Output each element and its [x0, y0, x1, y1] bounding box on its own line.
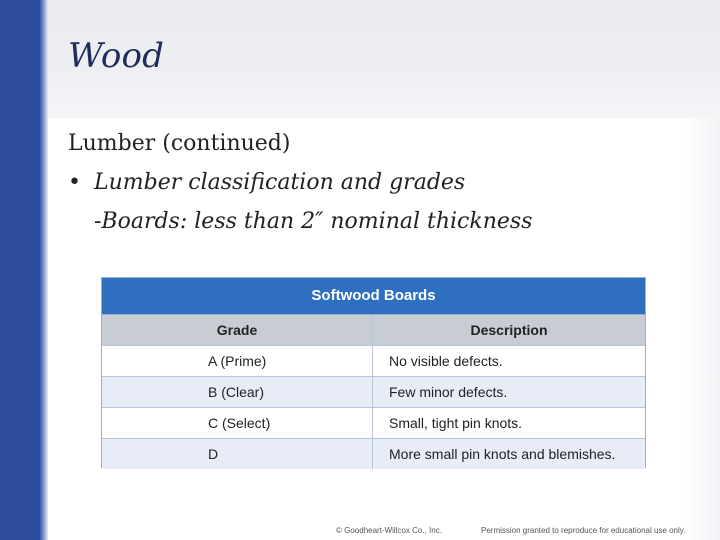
table-row: [102, 407, 645, 438]
grade-cell: A (Prime): [102, 346, 373, 376]
header-grade: Grade: [102, 315, 373, 345]
right-edge-shade: [684, 118, 720, 540]
slide-body: [68, 124, 678, 241]
slide-title: Wood: [68, 36, 165, 76]
bullet-text: Lumber classification and grades: [94, 170, 466, 195]
bullet-item: [68, 163, 678, 202]
grade-cell: B (Clear): [102, 377, 373, 407]
table-row: [102, 376, 645, 407]
table-header-row: [102, 314, 645, 345]
description-cell: No visible defects.: [389, 353, 503, 369]
softwood-boards-table: [101, 277, 646, 468]
description-cell: Few minor defects.: [389, 384, 508, 400]
table-row: [102, 345, 645, 376]
subtitle-line: Lumber (continued): [68, 131, 291, 156]
header-description: Description: [470, 322, 548, 338]
bullet-icon: •: [68, 170, 81, 195]
grade-cell: D: [102, 439, 373, 469]
grade-cell: C (Select): [102, 408, 373, 438]
description-cell: More small pin knots and blemishes.: [389, 446, 616, 462]
table-title: Softwood Boards: [102, 278, 645, 314]
sub-bullet-text: -Boards: less than 2″ nominal thickness: [94, 209, 533, 234]
table-row: [102, 438, 645, 469]
footer-permission: Permission granted to reproduce for educational use only.: [481, 526, 686, 535]
footer-copyright: © Goodheart-Willcox Co., Inc.: [336, 526, 442, 535]
description-cell: Small, tight pin knots.: [389, 415, 523, 431]
left-accent-bar: [0, 0, 48, 540]
